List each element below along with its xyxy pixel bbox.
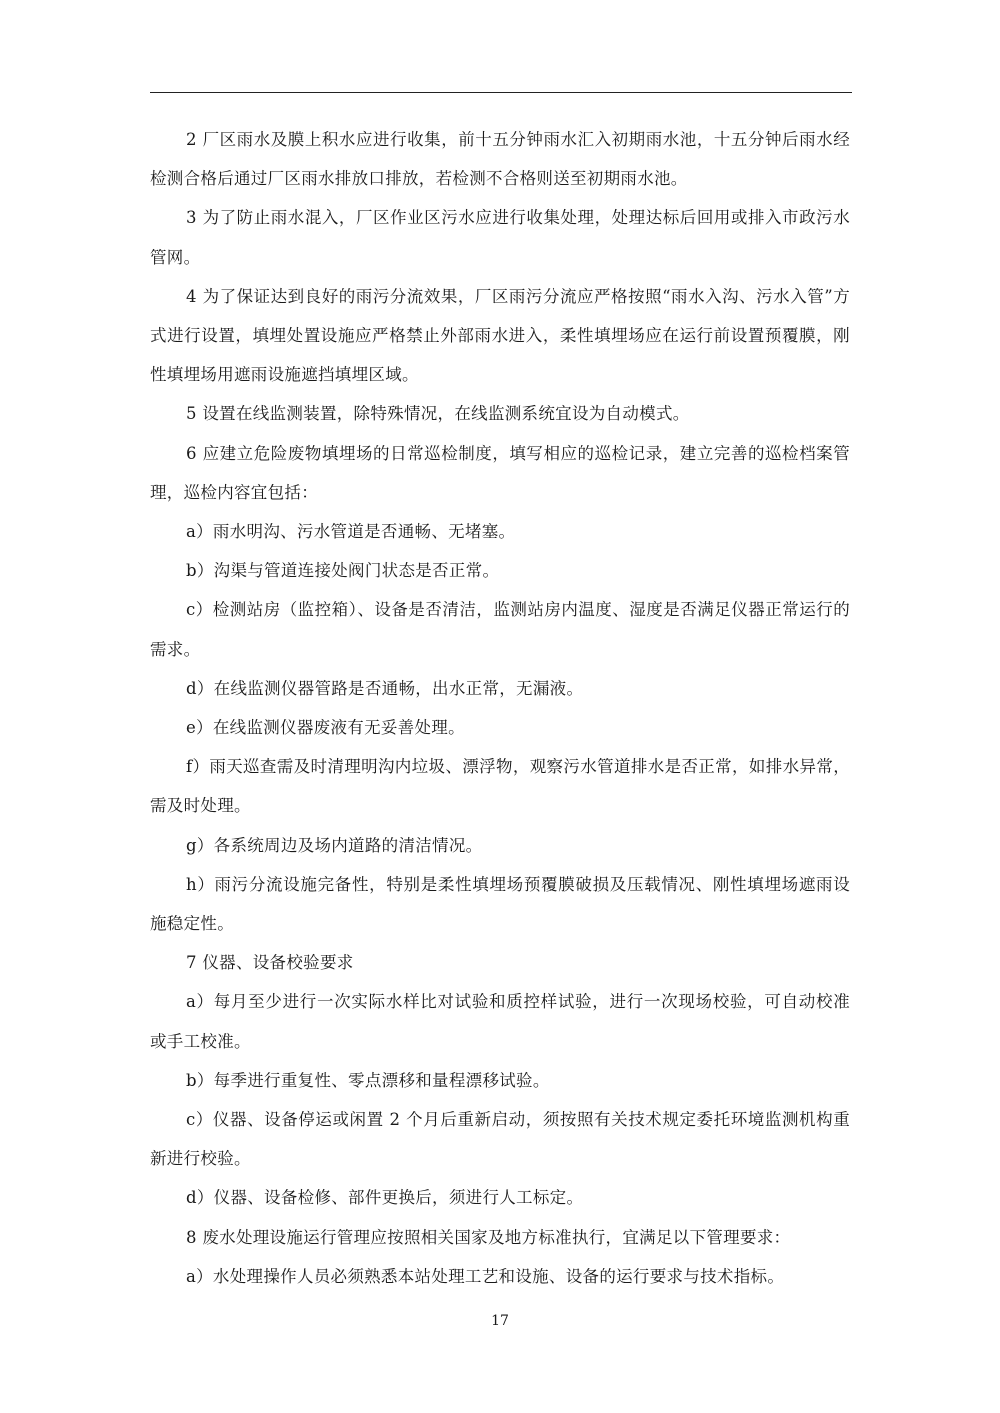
header-rule [150, 92, 852, 93]
list-item: d）仪器、设备检修、部件更换后，须进行人工标定。 [186, 1188, 584, 1208]
paragraph: 7 仪器、设备校验要求 [186, 953, 354, 973]
list-item: c）检测站房（监控箱）、设备是否清洁，监测站房内温度、湿度是否满足仪器正常运行的需求。 [150, 600, 850, 659]
list-item: f）雨天巡查需及时清理明沟内垃圾、漂浮物，观察污水管道排水是否正常，如排水异常，需及时处理。 [150, 757, 850, 816]
list-item: e）在线监测仪器废液有无妥善处理。 [186, 718, 465, 738]
paragraph: 8 废水处理设施运行管理应按照相关国家及地方标准执行，宜满足以下管理要求： [186, 1227, 791, 1247]
list-item: a）每月至少进行一次实际水样比对试验和质控样试验，进行一次现场校验，可自动校准或手工校准。 [150, 992, 850, 1051]
list-item: a）雨水明沟、污水管道是否通畅、无堵塞。 [186, 522, 516, 542]
list-item: g）各系统周边及场内道路的清洁情况。 [186, 835, 483, 855]
paragraph: 5 设置在线监测装置，除特殊情况，在线监测系统宜设为自动模式。 [186, 404, 690, 424]
list-item: c）仪器、设备停运或闲置 2 个月后重新启动，须按照有关技术规定委托环境监测机构重新进行校验。 [150, 1110, 850, 1169]
list-item: b）沟渠与管道连接处阀门状态是否正常。 [186, 561, 500, 581]
body-text [150, 120, 850, 1296]
list-item: d）在线监测仪器管路是否通畅，出水正常，无漏液。 [186, 678, 584, 698]
list-item: a）水处理操作人员必须熟悉本站处理工艺和设施、设备的运行要求与技术指标。 [186, 1266, 785, 1286]
paragraph: 4 为了保证达到良好的雨污分流效果，厂区雨污分流应严格按照“雨水入沟、污水入管”方式进行设置，填埋处置设施应严格禁止外部雨水进入，柔性填埋场应在运行前设置预覆膜，刚性填埋场用遮雨设施遮挡填埋区域。 [150, 286, 850, 385]
paragraph: 2 厂区雨水及膜上积水应进行收集，前十五分钟雨水汇入初期雨水池，十五分钟后雨水经检测合格后通过厂区雨水排放口排放，若检测不合格则送至初期雨水池。 [150, 130, 850, 189]
list-item: h）雨污分流设施完备性，特别是柔性填埋场预覆膜破损及压载情况、刚性填埋场遮雨设施稳定性。 [150, 874, 850, 934]
list-item: b）每季进行重复性、零点漂移和量程漂移试验。 [186, 1070, 550, 1090]
paragraph: 6 应建立危险废物填埋场的日常巡检制度，填写相应的巡检记录，建立完善的巡检档案管理，巡检内容宜包括： [150, 443, 850, 502]
paragraph: 3 为了防止雨水混入，厂区作业区污水应进行收集处理，处理达标后回用或排入市政污水管网。 [150, 208, 850, 267]
page-number: 17 [491, 1313, 509, 1329]
